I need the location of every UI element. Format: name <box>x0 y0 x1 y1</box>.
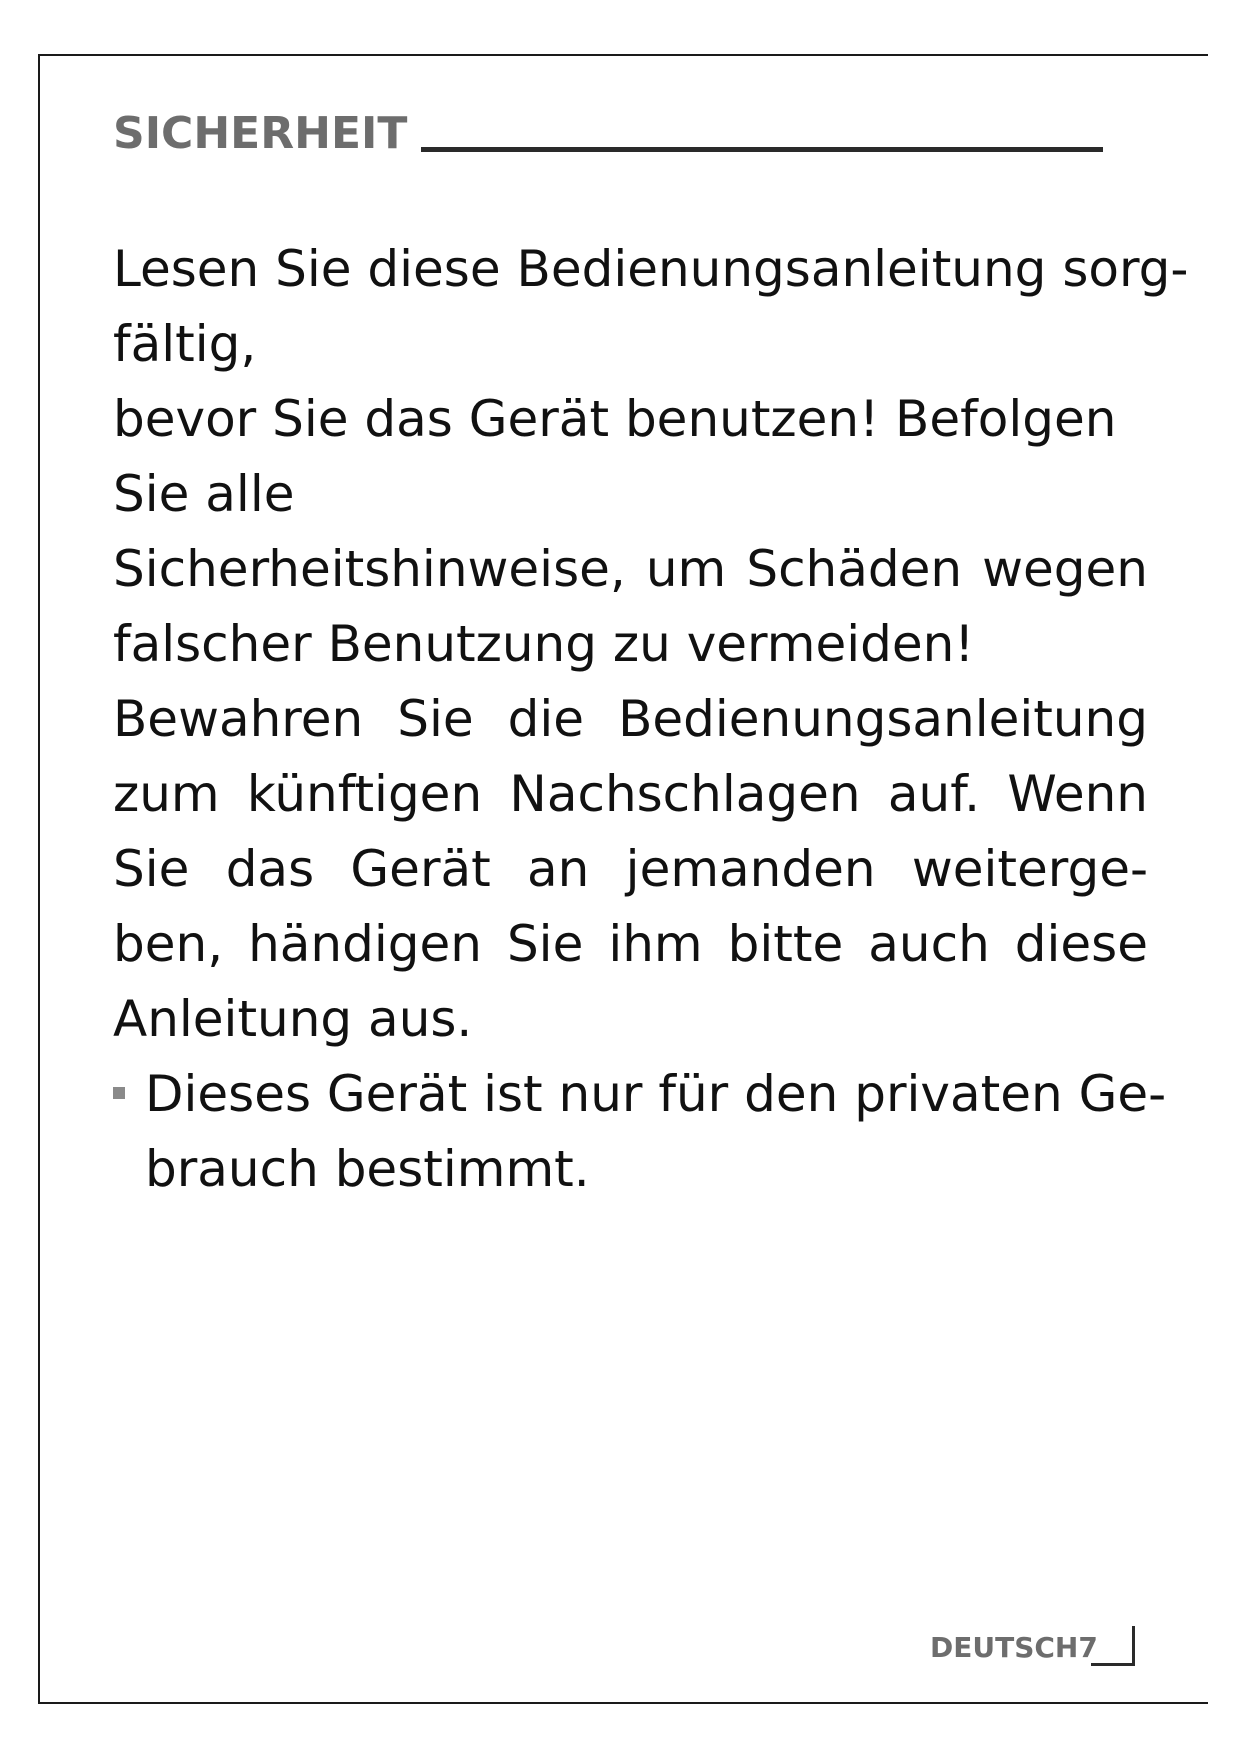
footer-label <box>930 1631 1098 1664</box>
text-line: Sie das Gerät an jemanden weiterge- <box>113 840 1148 898</box>
text-line: ben, händigen Sie ihm bitte auch diese <box>113 915 1148 973</box>
text-line: Bewahren Sie die Bedienungsanleitung <box>113 690 1148 748</box>
text-line: Anleitung aus. <box>113 990 473 1048</box>
text-line: falscher Benutzung zu vermeiden! <box>113 615 975 673</box>
corner-mark-icon <box>1091 1626 1135 1666</box>
heading-rule <box>421 147 1103 152</box>
section-title: SICHERHEIT <box>113 108 408 159</box>
footer-language: DEUTSCH <box>930 1631 1079 1664</box>
text-line: Dieses Gerät ist nur für den privaten Ge- <box>145 1065 1167 1123</box>
text-line: bevor Sie das Gerät benutzen! Befolgen <box>113 390 1117 448</box>
text-line: fältig, <box>113 315 257 373</box>
bullet-item <box>113 1057 1167 1207</box>
text-line: Sie alle <box>113 465 295 523</box>
bullet-square-icon <box>113 1087 125 1099</box>
paragraph-keep-manual <box>113 682 1148 1057</box>
paragraph-intro <box>113 232 1189 682</box>
text-line: Lesen Sie diese Bedienungsanleitung sorg- <box>113 240 1189 298</box>
text-line: zum künftigen Nachschlagen auf. Wenn <box>113 765 1148 823</box>
body-text <box>113 232 1189 1207</box>
text-line: Sicherheitshinweise, um Schäden wegen <box>113 540 1148 598</box>
text-line: brauch bestimmt. <box>145 1140 590 1198</box>
page-footer <box>930 1620 1135 1666</box>
section-heading <box>113 108 1103 159</box>
page-number: 7 <box>1078 1631 1098 1664</box>
